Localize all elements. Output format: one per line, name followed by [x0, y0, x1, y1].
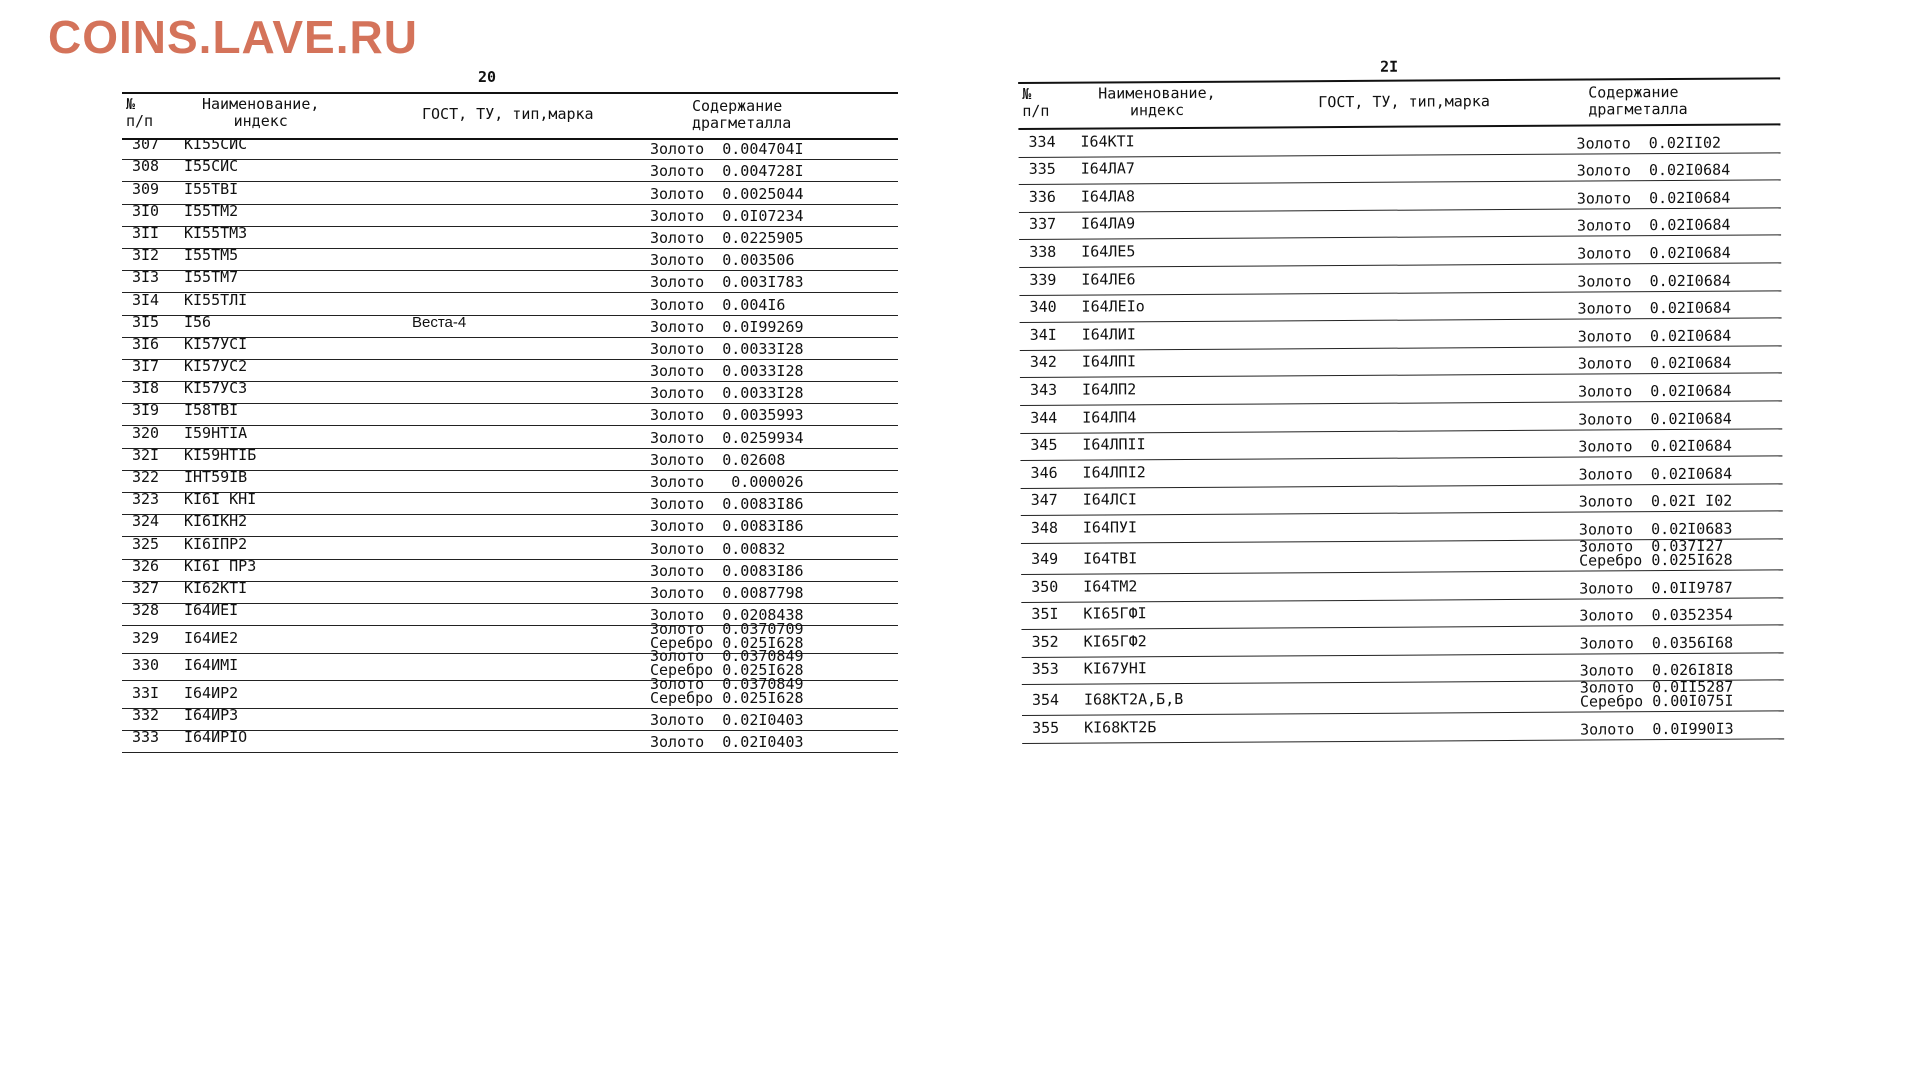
table-header: [122, 92, 898, 140]
item-name: I64ТМ2: [1083, 576, 1138, 596]
metal-line: Золото 0.026I8I8: [1579, 660, 1734, 680]
metal-line: Золото 0.0I990I3: [1580, 719, 1734, 739]
item-name: I64ЛА8: [1080, 187, 1136, 206]
metal-content: [650, 206, 804, 225]
metal-line: Золото 0.0370849: [650, 674, 804, 693]
metal-content: [650, 710, 804, 729]
item-name: КI57УС2: [184, 357, 248, 376]
item-name: I64ИМI: [184, 656, 239, 675]
item-name: КI6IПР2: [184, 534, 248, 553]
item-name: КI65ГФI: [1083, 604, 1147, 623]
page-number: 2I: [1379, 57, 1399, 76]
item-name: I64ЛПI2: [1082, 462, 1146, 482]
metal-content: [650, 647, 804, 680]
metal-line: Золото 0.02I0684: [1578, 436, 1732, 456]
table-row: [1022, 712, 1784, 744]
metal-line: Серебро 0.00I075I: [1579, 691, 1734, 711]
row-number: 348: [1030, 518, 1059, 537]
metal-line: Золото 0.02I0684: [1577, 298, 1732, 318]
metal-line: Серебро 0.025I628: [650, 661, 804, 680]
metal-line: Золото 0.02I0683: [1578, 519, 1733, 539]
metal-line: Золото 0.02I0684: [1576, 188, 1731, 208]
table-row: [122, 728, 898, 753]
table-row: [122, 135, 898, 160]
row-number: 333: [132, 728, 160, 746]
metal-content: [1577, 218, 1731, 233]
item-name: I64ПУI: [1082, 518, 1138, 537]
metal-content: [1577, 353, 1732, 373]
metal-line: Золото 0.0087798: [650, 583, 804, 602]
item-name: КI62КТI: [184, 578, 248, 597]
header-gost: ГОСТ, ТУ, тип,марка: [422, 105, 594, 123]
metal-line: Золото 0.02II02: [1576, 133, 1722, 153]
metal-line: Золото 0.02I0684: [1577, 326, 1732, 346]
table-body: [122, 135, 898, 753]
row-number: 33I: [132, 683, 160, 702]
metal-content: [1579, 677, 1734, 711]
row-number: 328: [132, 601, 160, 620]
metal-content: [650, 140, 804, 159]
metal-content: [1580, 719, 1734, 739]
metal-line: Золото 0.00832: [650, 539, 786, 558]
row-number: 32I: [132, 445, 160, 464]
row-number: 3I0: [132, 201, 160, 220]
metal-content: [650, 362, 804, 381]
item-name: I59НТIА: [184, 423, 248, 442]
metal-content: [1578, 536, 1733, 570]
metal-content: [1577, 326, 1732, 346]
item-name: I64ИР2: [184, 683, 239, 702]
row-number: 346: [1030, 463, 1058, 482]
metal-content: [650, 561, 804, 580]
metal-content: [1578, 491, 1733, 511]
row-number: 336: [1028, 187, 1056, 206]
metal-line: Золото 0.0208438: [650, 606, 804, 625]
metal-content: [1578, 409, 1732, 429]
item-name: КI6IКН2: [184, 512, 248, 531]
row-number: 326: [132, 556, 160, 575]
row-number: 3I4: [132, 290, 160, 309]
item-name: I64ИР3: [184, 705, 239, 724]
item-name: I64ЛПI: [1081, 352, 1137, 371]
metal-line: Золото 0.0033I28: [650, 339, 804, 358]
metal-content: [650, 495, 804, 514]
row-number: 338: [1029, 242, 1057, 261]
metal-content: [1579, 578, 1733, 598]
metal-content: [650, 619, 804, 652]
metal-content: [650, 428, 804, 447]
item-name: I64ЛП2: [1081, 380, 1137, 399]
row-number: 334: [1028, 132, 1056, 151]
metal-line: Золото 0.02I0403: [650, 710, 804, 729]
row-number: 340: [1029, 297, 1057, 317]
metal-content: [650, 317, 804, 336]
metal-content: [1578, 519, 1733, 539]
item-name: КI59НТIБ: [184, 445, 257, 464]
metal-content: [650, 406, 804, 425]
metal-content: [1579, 605, 1733, 625]
item-name: I64ЛЕIо: [1081, 297, 1145, 316]
row-number: 3I3: [132, 268, 160, 287]
table-row: [122, 223, 898, 249]
metal-line: Золото 0.02I0684: [1576, 216, 1731, 235]
metal-line: Золото 0.02I0684: [1577, 381, 1732, 401]
metal-line: Золото 0.004728I: [650, 162, 804, 181]
metal-content: [1577, 243, 1731, 263]
metal-line: Золото 0.0I99269: [650, 317, 804, 336]
row-number: 330: [132, 656, 160, 675]
row-number: 354: [1031, 691, 1060, 710]
header-number: № п/п: [126, 95, 154, 130]
header-name: Наименование, индекс: [1098, 83, 1216, 120]
item-name: I55ТМ7: [184, 268, 239, 287]
item-name: I58ТВI: [184, 401, 239, 420]
item-name: КI57УСI: [184, 334, 248, 353]
table-body: [1018, 125, 1784, 744]
metal-line: Золото 0.02I0684: [1577, 243, 1731, 263]
metal-line: Золото 0.02I0684: [1578, 464, 1733, 484]
metal-line: Золото 0.02I0684: [1577, 271, 1731, 291]
metal-line: Золото 0.0035993: [650, 406, 804, 425]
metal-content: [650, 674, 804, 707]
row-number: 339: [1029, 270, 1057, 289]
item-name: КI55ТМ3: [184, 223, 248, 242]
metal-line: Золото 0.003I783: [650, 273, 804, 292]
row-number: 3I7: [132, 357, 160, 376]
table-header: [1018, 77, 1780, 130]
metal-content: [1577, 381, 1732, 401]
item-name: I56: [184, 312, 212, 331]
item-name: I68КТ2А,Б,В: [1083, 690, 1184, 709]
row-number: 329: [132, 628, 160, 647]
item-name: I64ЛСI: [1082, 490, 1137, 509]
row-number: 349: [1030, 549, 1059, 568]
metal-line: Золото 0.0259934: [650, 428, 804, 447]
metal-content: [1577, 271, 1731, 291]
page-number: 20: [478, 68, 497, 86]
metal-content: [650, 384, 804, 403]
item-name: I64ЛПII: [1082, 435, 1146, 454]
row-number: 35I: [1031, 604, 1059, 624]
metal-content: [650, 583, 804, 602]
item-name: I64ЛЕ6: [1081, 269, 1136, 289]
metal-line: Серебро 0.025I628: [1579, 550, 1733, 570]
header-name: Наименование, индекс: [202, 95, 320, 130]
row-number: 3I5: [132, 312, 160, 331]
metal-content: [1577, 298, 1732, 318]
item-name: I64ТВI: [1082, 549, 1138, 568]
metal-content: [650, 339, 804, 358]
row-number: 352: [1031, 632, 1059, 651]
metal-content: [650, 295, 786, 314]
item-name: I55ТМ2: [184, 201, 239, 220]
row-number: 3I2: [132, 246, 160, 265]
item-name: I64ЛП4: [1082, 407, 1137, 427]
table-row: [122, 674, 898, 709]
metal-content: [650, 517, 804, 536]
row-number: 308: [132, 157, 160, 176]
header-number: № п/п: [1022, 84, 1050, 120]
metal-content: [650, 273, 804, 292]
item-name: КI65ГФ2: [1083, 631, 1147, 651]
row-number: 344: [1030, 408, 1058, 427]
row-number: 325: [132, 534, 160, 553]
row-number: 322: [132, 468, 160, 486]
item-name: I64ЛА9: [1080, 214, 1136, 233]
metal-line: Золото 0.02I0684: [1577, 353, 1732, 373]
item-name: I55ТМ5: [184, 246, 239, 265]
metal-line: Золото 0.0I07234: [650, 206, 804, 225]
metal-line: Золото 0.000026: [650, 473, 804, 491]
header-gost: ГОСТ, ТУ, тип,марка: [1318, 92, 1490, 112]
row-number: 350: [1031, 577, 1059, 596]
metal-content: [650, 251, 795, 270]
table-row: [122, 179, 898, 204]
metal-content: [1576, 188, 1731, 208]
item-name: I64КТI: [1080, 131, 1135, 151]
metal-line: Золото 0.02I I02: [1578, 491, 1733, 511]
row-number: 347: [1030, 491, 1058, 510]
metal-line: Золото 0.02I0684: [1576, 160, 1731, 180]
table-row: [122, 578, 898, 604]
row-number: 320: [132, 423, 160, 442]
item-gost: Веста-4: [412, 313, 467, 331]
metal-line: Золото 0.0083I86: [650, 517, 804, 536]
metal-line: Золото 0.0352354: [1579, 605, 1733, 625]
table-row: [122, 246, 898, 271]
metal-line: Золото 0.02I0684: [1578, 409, 1732, 429]
metal-content: [650, 475, 804, 489]
item-name: I64ИЕI: [184, 601, 239, 620]
metal-content: [1579, 633, 1734, 653]
metal-line: Золото 0.0033I28: [650, 362, 804, 381]
metal-content: [650, 184, 804, 203]
table-row: [122, 290, 898, 315]
row-number: 327: [132, 578, 160, 597]
metal-content: [650, 162, 804, 181]
metal-line: Золото 0.02608: [650, 450, 786, 469]
row-number: 3II: [132, 223, 160, 242]
item-name: I64ИЕ2: [184, 628, 239, 647]
item-name: I55ТВI: [184, 179, 239, 198]
metal-content: [1576, 133, 1722, 153]
metal-line: Золото 0.0370849: [650, 647, 804, 666]
metal-line: Золото 0.02I0403: [650, 733, 804, 751]
metal-line: Серебро 0.025I628: [650, 688, 804, 707]
metal-line: Золото 0.0370709: [650, 619, 804, 638]
row-number: 343: [1029, 380, 1058, 399]
item-name: КI57УС3: [184, 379, 248, 398]
metal-content: [1578, 436, 1732, 456]
item-name: КI67УНI: [1083, 659, 1147, 678]
item-name: IНТ59IВ: [184, 468, 248, 486]
item-name: I64ИРIO: [184, 728, 248, 746]
site-watermark: COINS.LAVE.RU: [48, 11, 418, 63]
table-row: [1021, 536, 1783, 575]
metal-line: Золото 0.0033I28: [650, 384, 804, 403]
row-number: 323: [132, 490, 160, 509]
metal-content: [650, 450, 786, 469]
item-name: I55СИС: [184, 157, 239, 176]
metal-line: Золото 0.0II5287: [1579, 677, 1734, 697]
row-number: 3I8: [132, 379, 160, 398]
metal-content: [650, 228, 804, 247]
metal-line: Золото 0.004I6: [650, 295, 786, 314]
metal-line: Золото 0.0II9787: [1579, 578, 1733, 598]
item-name: КI6I КНI: [184, 490, 257, 509]
table-row: [122, 157, 898, 182]
row-number: 3I9: [132, 401, 160, 420]
table-row: [1022, 677, 1784, 717]
row-number: 307: [132, 135, 160, 154]
item-name: I64ЛА7: [1080, 159, 1135, 178]
metal-line: Золото 0.0225905: [650, 228, 804, 247]
metal-line: Золото 0.037I27: [1578, 536, 1724, 556]
row-number: 345: [1030, 435, 1058, 455]
row-number: 324: [132, 512, 160, 531]
table-row: [122, 379, 898, 404]
metal-line: Золото 0.003506: [650, 251, 795, 270]
row-number: 337: [1028, 215, 1057, 234]
row-number: 335: [1028, 159, 1056, 179]
metal-line: Золото 0.0356I68: [1579, 633, 1734, 653]
metal-content: [1578, 464, 1733, 484]
row-number: 309: [132, 179, 160, 198]
item-name: КI55СИС: [184, 135, 248, 154]
metal-line: Золото 0.004704I: [650, 140, 804, 159]
item-name: I64ЛИI: [1081, 325, 1136, 344]
row-number: 355: [1032, 718, 1060, 737]
item-name: КI55ТЛI: [184, 290, 248, 309]
metal-line: Золото 0.0025044: [650, 184, 804, 203]
row-number: 342: [1029, 353, 1057, 372]
row-number: 353: [1031, 660, 1059, 679]
item-name: КI6I ПР3: [184, 556, 257, 575]
metal-content: [1579, 660, 1734, 680]
metal-content: [1576, 160, 1731, 180]
item-name: КI68КТ2Б: [1084, 718, 1157, 737]
header-metal-content: Содержание драгметалла: [692, 97, 792, 132]
row-number: 34I: [1029, 325, 1057, 344]
metal-content: [650, 735, 804, 749]
metal-line: Золото 0.0083I86: [650, 495, 804, 514]
row-number: 3I6: [132, 334, 160, 353]
row-number: 332: [132, 705, 160, 724]
metal-content: [650, 539, 786, 558]
metal-line: Серебро 0.025I628: [650, 633, 804, 652]
header-metal-content: Содержание драгметалла: [1588, 82, 1688, 119]
metal-line: Золото 0.0083I86: [650, 561, 804, 580]
item-name: I64ЛЕ5: [1081, 242, 1136, 261]
